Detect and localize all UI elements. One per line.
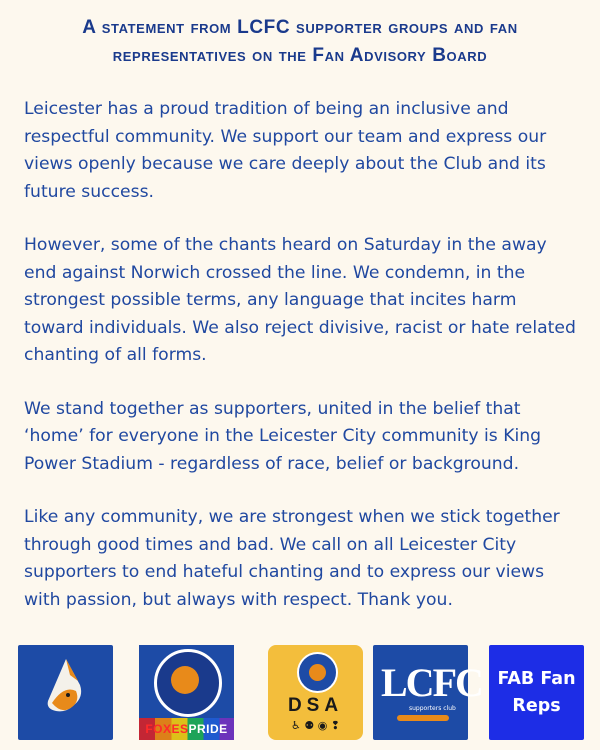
supporter-group-logos <box>0 645 600 740</box>
fab-fan-reps-logo <box>489 645 584 740</box>
paragraph-call-to-action: Like any community, we are strongest when we stick together through good times and bad. We call on all Leicester City supporters to end hateful chanting and to express our views with passion, but always with respect. Thank you. <box>24 507 560 610</box>
lcfc-crest-icon <box>154 649 222 717</box>
statement-title-line-2: representatives on the Fan Advisory Board <box>112 45 488 66</box>
dsa-logo <box>268 645 363 740</box>
lcfc-wordmark: LCFC <box>381 660 482 705</box>
paragraph-inclusive: Leicester has a proud tradition of being an inclusive and respectful community. We support our team and express our views openly because we care deeply about the Club and its future success. <box>24 99 547 202</box>
statement-title-line-1: A statement from LCFC supporter groups and fan <box>82 17 518 38</box>
paragraph-united: We stand together as supporters, united in the belief that ‘home’ for everyone in the Leicester City community is King Power Stadium - regardless of race, belief or background. <box>24 398 542 474</box>
lcfc-supporters-club-logo <box>373 645 482 740</box>
fab-line-2: Reps <box>512 695 561 716</box>
accessibility-icons: ♿ ⚉ ◉ ❢ <box>290 719 341 732</box>
fox-head-icon <box>18 645 113 740</box>
foxes-pride-logo <box>139 645 234 740</box>
running-fox-icon <box>397 715 449 721</box>
foxes-pride-label: FOXESPRIDE <box>145 722 228 736</box>
statement-title <box>20 14 580 70</box>
paragraph-condemn: However, some of the chants heard on Saturday in the away end against Norwich crossed the line. We condemn, in the strongest possible terms, any language that incites harm toward individuals. We also reject divisive, racist or hate related chanting of all forms. <box>24 235 576 365</box>
dsa-letters: DSA <box>287 695 344 716</box>
fox-logo <box>18 645 113 740</box>
fab-line-1: FAB Fan <box>497 668 576 689</box>
statement-body <box>24 96 580 640</box>
lcfc-crest-icon <box>297 652 338 693</box>
supporters-club-label: supporters club <box>409 705 456 712</box>
